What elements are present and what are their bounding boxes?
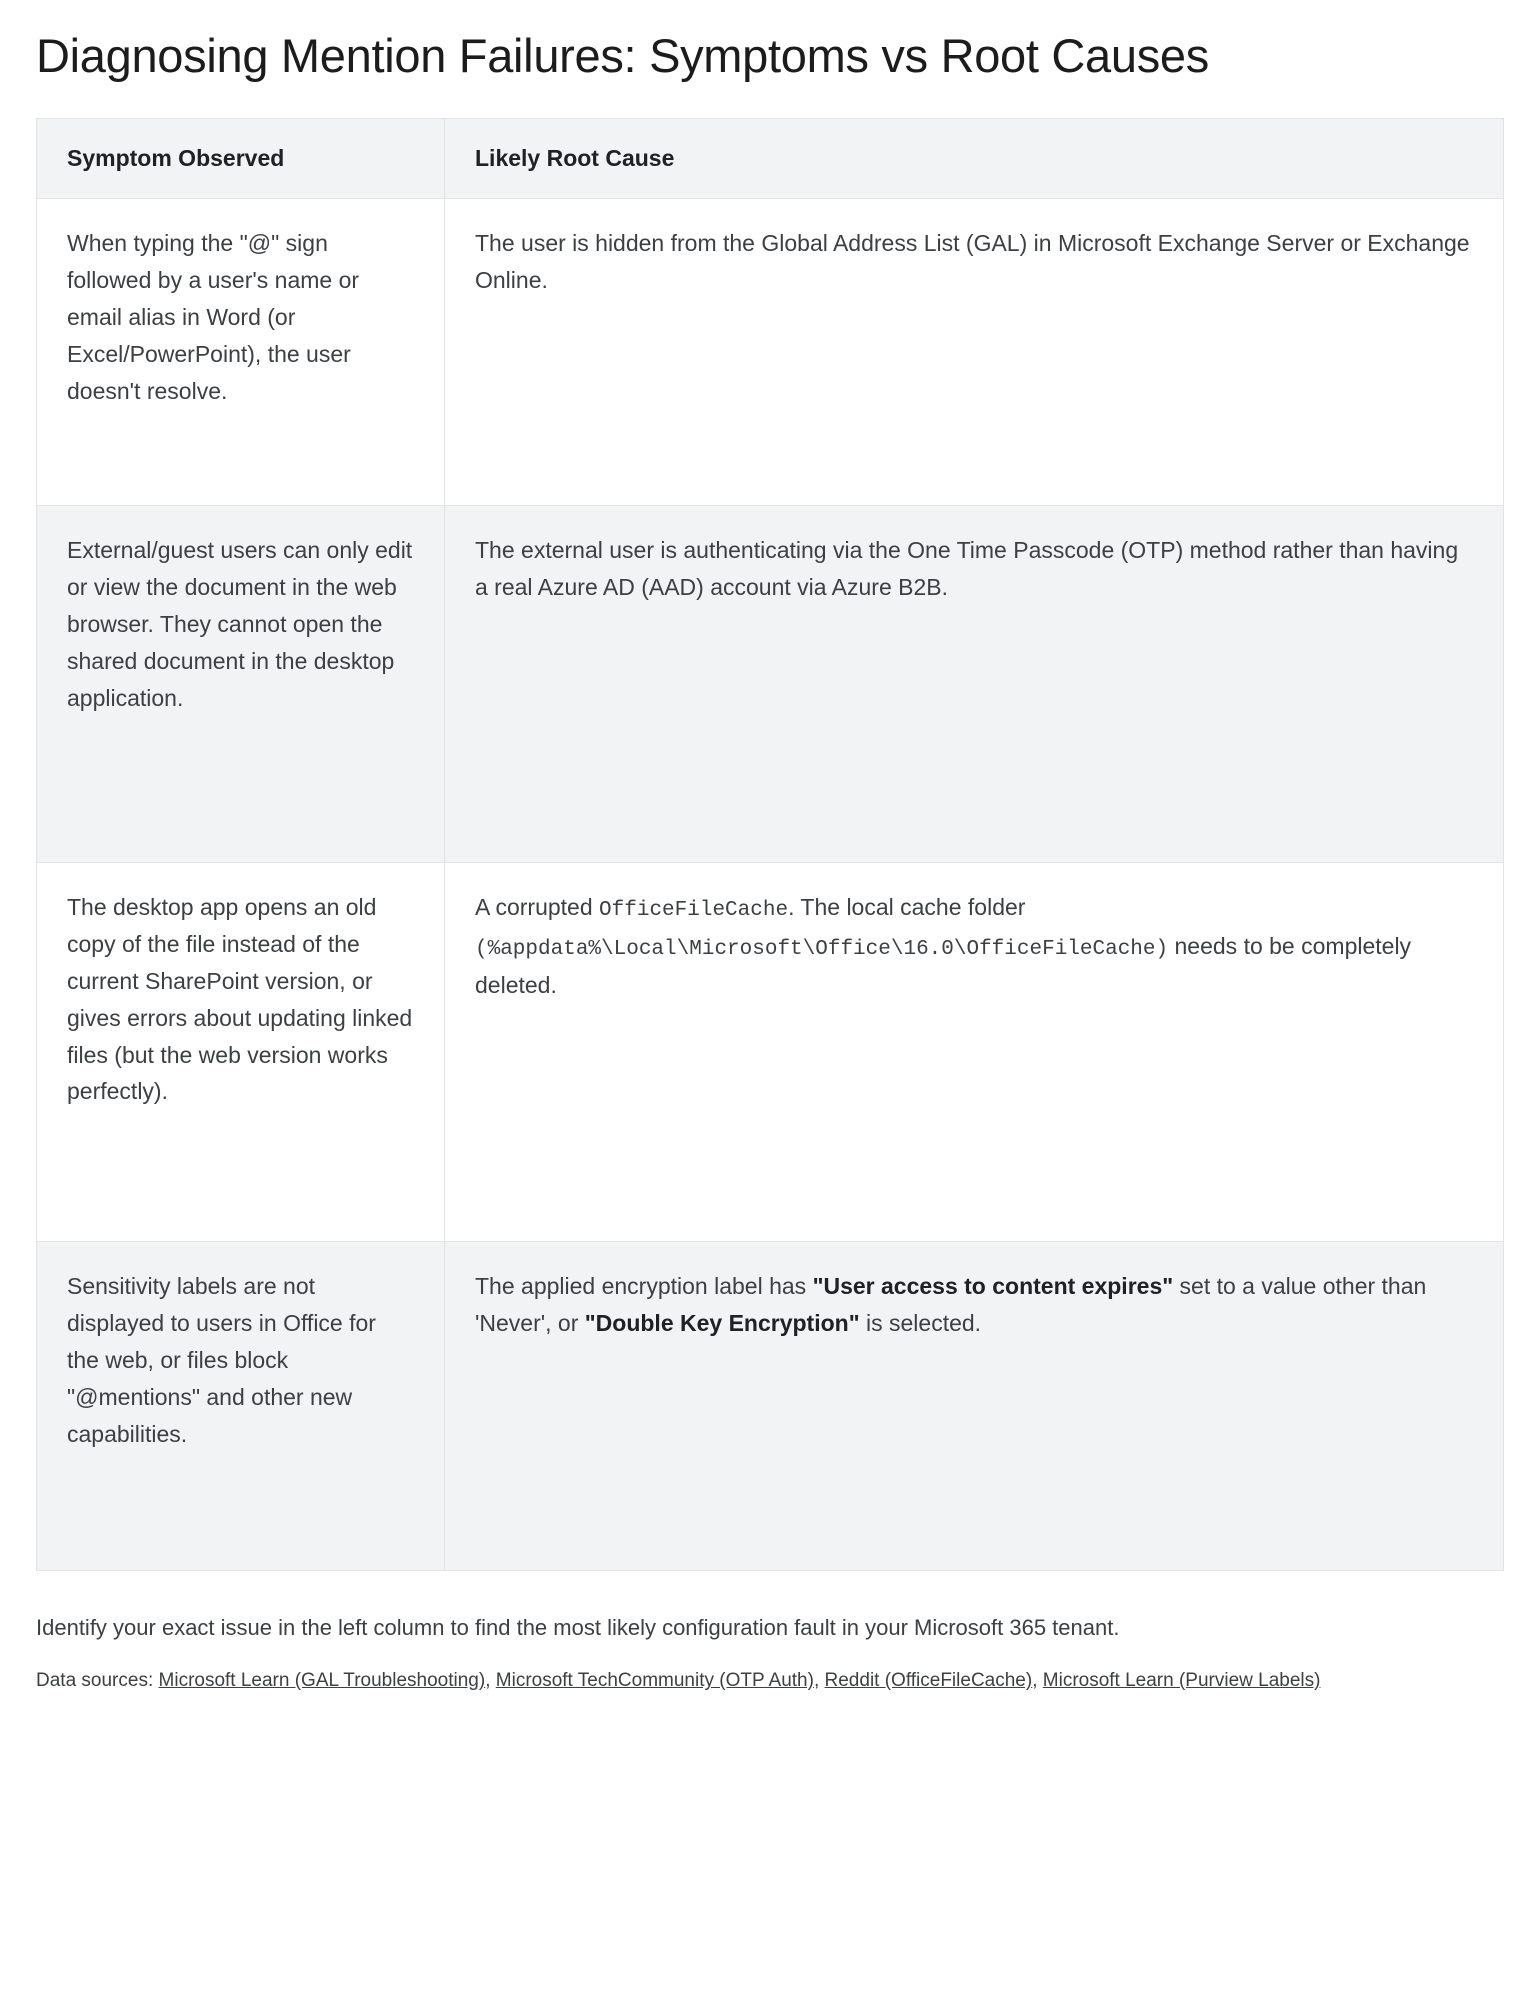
cell-symptom: Sensitivity labels are not displayed to users in Office for the web, or files block "@mentions" and other new capabilities. (37, 1242, 445, 1571)
root-cause-text: The user is hidden from the Global Address List (GAL) in Microsoft Exchange Server or Exchange Online. (475, 230, 1470, 294)
cell-root-cause (445, 1242, 1504, 1571)
root-cause-text-tail: needs to be completely deleted. (475, 932, 1412, 998)
root-cause-text-mid: set to a value other than 'Never', or (475, 1273, 1427, 1337)
table-row (37, 1242, 1504, 1571)
column-header-symptom: Symptom Observed (37, 119, 445, 199)
root-cause-text: The external user is authenticating via the One Time Passcode (OTP) method rather than having a real Azure AD (AAD) account via Azure B2B. (475, 537, 1459, 601)
source-separator: , (485, 1670, 496, 1692)
source-separator: , (813, 1670, 825, 1692)
table-header-row (37, 119, 1504, 199)
cache-name-code: OfficeFileCache (599, 899, 789, 923)
data-sources-label: Data sources: (36, 1670, 154, 1692)
setting-name-double-key-encryption: "Double Key Encryption" (584, 1310, 860, 1337)
source-link-gal[interactable]: Microsoft Learn (GAL Troubleshooting) (158, 1670, 486, 1692)
source-link-officefilecache[interactable]: Reddit (OfficeFileCache) (824, 1670, 1033, 1692)
table-header (37, 119, 1504, 199)
cell-root-cause (445, 506, 1504, 863)
cell-root-cause (445, 863, 1504, 1242)
cell-symptom: The desktop app opens an old copy of the file instead of the current SharePoint version, or gives errors about updating linked files (but the web version works perfectly). (37, 863, 445, 1242)
table-row (37, 199, 1504, 506)
table-row (37, 863, 1504, 1242)
table-body (37, 199, 1504, 1571)
source-link-purview[interactable]: Microsoft Learn (Purview Labels) (1042, 1670, 1321, 1692)
column-header-root-cause: Likely Root Cause (445, 119, 1504, 199)
setting-name-access-expires: "User access to content expires" (812, 1273, 1174, 1300)
cache-path-code: (%appdata%\Local\Microsoft\Office\16.0\OfficeFileCache) (475, 937, 1169, 961)
cell-root-cause (445, 199, 1504, 506)
data-sources-line (36, 1666, 1504, 1695)
root-cause-text-lead: A corrupted (475, 894, 600, 921)
root-cause-text-tail: is selected. (859, 1310, 982, 1337)
root-cause-text-lead: The applied encryption label has (475, 1273, 813, 1300)
cell-symptom: When typing the "@" sign followed by a user's name or email alias in Word (or Excel/PowerPoint), the user doesn't resolve. (37, 199, 445, 506)
source-link-otp[interactable]: Microsoft TechCommunity (OTP Auth) (495, 1670, 814, 1692)
symptoms-root-causes-table (36, 118, 1504, 1571)
cell-symptom: External/guest users can only edit or view the document in the web browser. They cannot open the shared document in the desktop application. (37, 506, 445, 863)
table-caption: Identify your exact issue in the left column to find the most likely configuration fault in your Microsoft 365 tenant. (36, 1615, 1120, 1641)
table-row (37, 506, 1504, 863)
page-title: Diagnosing Mention Failures: Symptoms vs Root Causes (36, 29, 1209, 82)
source-separator: , (1032, 1670, 1043, 1692)
root-cause-text-mid: . The local cache folder (788, 894, 1026, 921)
